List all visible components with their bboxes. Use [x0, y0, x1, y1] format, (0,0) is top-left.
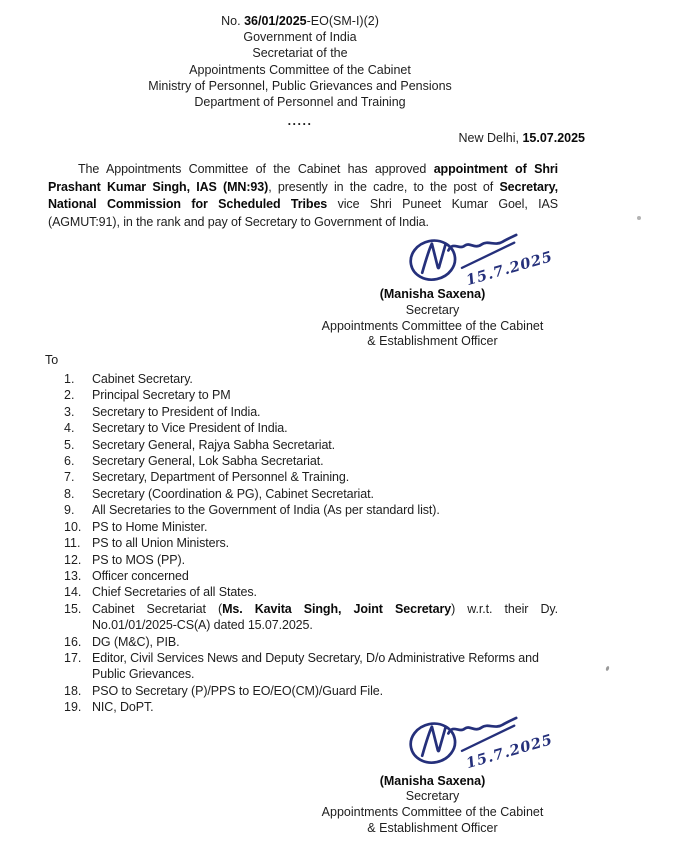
bold-text-segment: Prashant Kumar Singh, IAS (MN:93): [48, 179, 269, 194]
signature-block-top: [310, 241, 555, 350]
header-line-committee: Appointments Committee of the Cabinet: [189, 62, 411, 77]
item-number: 14.: [64, 585, 82, 600]
signature-block-bottom: [310, 724, 555, 837]
reference-file-number: 36/01/2025: [244, 14, 307, 28]
bold-text-segment: Secretary,: [499, 179, 558, 194]
text-line: [92, 535, 558, 551]
text-segment: PS to all Union Ministers.: [92, 536, 230, 551]
distribution-item: [64, 420, 558, 436]
text-segment: Secretary General, Lok Sabha Secretariat.: [92, 454, 324, 469]
distribution-item: [64, 634, 558, 650]
item-number: 15.: [64, 601, 82, 616]
distribution-item: [64, 568, 558, 584]
text-segment: Secretary (Coordination & PG), Cabinet Secretariat.: [92, 486, 374, 501]
item-text: [92, 486, 558, 502]
body-paragraph: [48, 161, 558, 231]
distribution-item: [64, 404, 558, 420]
distribution-item: [64, 519, 558, 535]
item-number: 19.: [64, 700, 82, 715]
item-number: 10.: [64, 519, 82, 534]
item-text: [92, 437, 558, 453]
item-text: [92, 568, 558, 584]
text-segment: Cabinet Secretariat (: [92, 601, 223, 616]
distribution-item: [64, 683, 558, 699]
text-line: [92, 568, 558, 584]
text-segment: PS to Home Minister.: [92, 519, 208, 534]
scan-artifact-speck: [637, 216, 641, 220]
item-text: [92, 453, 558, 469]
item-text: [92, 601, 558, 634]
handwritten-signature: [402, 716, 580, 778]
text-line: [92, 552, 558, 568]
header-line-secretariat: Secretariat of the: [252, 46, 348, 61]
text-line: [48, 196, 558, 214]
text-line: [48, 179, 558, 197]
distribution-item: [64, 650, 558, 683]
item-number: 18.: [64, 683, 82, 698]
letterhead: [0, 13, 600, 128]
item-text: [92, 650, 558, 683]
text-line: [92, 683, 558, 699]
document-date: 15.07.2025: [522, 131, 585, 146]
item-number: 11.: [64, 536, 81, 551]
text-line: [92, 584, 558, 600]
header-line-ministry: Ministry of Personnel, Public Grievances and Pensions: [148, 78, 452, 93]
item-text: [92, 420, 558, 436]
handwritten-signature: [402, 233, 580, 295]
item-number: 5.: [64, 437, 75, 452]
text-line: [92, 617, 558, 633]
reference-number: [0, 13, 600, 29]
text-line: [92, 486, 558, 502]
item-number: 17.: [64, 650, 82, 665]
text-segment: Principal Secretary to PM: [92, 388, 231, 403]
item-text: [92, 634, 558, 650]
item-text: [92, 535, 558, 551]
item-text: [92, 699, 558, 715]
text-segment: No.01/01/2025-CS(A) dated 15.07.2025.: [92, 618, 313, 633]
text-segment: (AGMUT:91), in the rank and pay of Secretary to Government of India.: [48, 214, 429, 229]
salutation-to: To: [45, 353, 59, 368]
text-segment: The Appointments Committee of the Cabinet has approved: [78, 162, 434, 177]
signatory-role: Secretary: [405, 302, 460, 317]
text-line: [92, 666, 558, 682]
text-line: [92, 387, 558, 403]
distribution-item: [64, 437, 558, 453]
item-number: 6.: [64, 454, 75, 469]
text-segment: Secretary to Vice President of India.: [92, 421, 288, 436]
distribution-list: [64, 371, 558, 716]
place-label: New Delhi,: [458, 131, 523, 146]
item-text: [92, 371, 558, 387]
item-text: [92, 519, 558, 535]
text-segment: Secretary General, Rajya Sabha Secretariat.: [92, 437, 336, 452]
handwritten-date: 15.7.2025: [464, 730, 555, 772]
item-number: 12.: [64, 552, 82, 567]
text-line: [48, 214, 558, 232]
text-line: [92, 650, 558, 666]
header-line-department: Department of Personnel and Training: [194, 95, 406, 110]
separator-dots: .....: [287, 114, 313, 129]
bold-text-segment: Ms. Kavita Singh, Joint Secretary: [222, 601, 452, 616]
text-segment: Editor, Civil Services News and Deputy Secretary, D/o Administrative Reforms and: [92, 650, 539, 665]
handwritten-date: 15.7.2025: [464, 248, 555, 290]
signatory-office: & Establishment Officer: [367, 334, 498, 349]
text-line: [92, 469, 558, 485]
text-line: [92, 371, 558, 387]
item-text: [92, 502, 558, 518]
item-number: 3.: [64, 404, 75, 419]
text-segment: vice Shri Puneet Kumar Goel, IAS: [327, 197, 558, 212]
bold-text-segment: National Commission for Scheduled Tribes: [48, 197, 328, 212]
reference-prefix: No.: [221, 14, 245, 28]
text-line: [92, 437, 558, 453]
text-line: [92, 453, 558, 469]
text-segment: PSO to Secretary (P)/PPS to EO/EO(CM)/Guard File.: [92, 683, 384, 698]
text-segment: , presently in the cadre, to the post of: [268, 179, 500, 194]
distribution-item: [64, 699, 558, 715]
item-number: 16.: [64, 634, 82, 649]
signatory-office: & Establishment Officer: [367, 820, 498, 835]
signatory-org: Appointments Committee of the Cabinet: [321, 804, 544, 819]
item-text: [92, 552, 558, 568]
item-number: 7.: [64, 470, 75, 485]
signatory-name: (Manisha Saxena): [379, 287, 486, 302]
item-number: 4.: [64, 421, 75, 436]
text-line: [92, 519, 558, 535]
text-line: [92, 634, 558, 650]
text-line: [92, 420, 558, 436]
header-line-government: Government of India: [243, 30, 357, 45]
distribution-item: [64, 535, 558, 551]
distribution-item: [64, 453, 558, 469]
distribution-item: [64, 469, 558, 485]
reference-suffix: -EO(SM-I)(2): [306, 14, 379, 28]
text-segment: Chief Secretaries of all States.: [92, 585, 257, 600]
text-segment: All Secretaries to the Government of India (As per standard list).: [92, 503, 440, 518]
distribution-item: [64, 601, 558, 634]
distribution-item: [64, 486, 558, 502]
text-segment: DG (M&C), PIB.: [92, 634, 180, 649]
place-date-line: [0, 130, 585, 147]
text-line: [48, 161, 558, 179]
distribution-item: [64, 552, 558, 568]
text-line: [92, 502, 558, 518]
bold-text-segment: appointment of Shri: [433, 162, 558, 177]
item-text: [92, 683, 558, 699]
signatory-role: Secretary: [405, 789, 460, 804]
item-text: [92, 469, 558, 485]
text-line: [92, 699, 558, 715]
text-segment: Officer concerned: [92, 568, 189, 583]
signatory-name: (Manisha Saxena): [379, 773, 486, 788]
signatory-org: Appointments Committee of the Cabinet: [321, 318, 544, 333]
distribution-item: [64, 502, 558, 518]
text-segment: Secretary, Department of Personnel & Training.: [92, 470, 350, 485]
text-line: [92, 601, 558, 617]
text-segment: ) w.r.t. their Dy.: [451, 601, 558, 616]
item-number: 8.: [64, 486, 75, 501]
distribution-item: [64, 584, 558, 600]
scan-artifact-speck: [605, 666, 610, 672]
text-segment: Cabinet Secretary.: [92, 372, 193, 387]
distribution-item: [64, 371, 558, 387]
text-segment: Public Grievances.: [92, 667, 195, 682]
item-number: 13.: [64, 568, 82, 583]
text-segment: Secretary to President of India.: [92, 404, 261, 419]
item-text: [92, 404, 558, 420]
text-line: [92, 404, 558, 420]
text-segment: PS to MOS (PP).: [92, 552, 185, 567]
item-number: 1.: [64, 372, 75, 387]
distribution-item: [64, 387, 558, 403]
item-number: 9.: [64, 503, 75, 518]
item-number: 2.: [64, 388, 75, 403]
item-text: [92, 387, 558, 403]
text-segment: NIC, DoPT.: [92, 700, 154, 715]
item-text: [92, 584, 558, 600]
